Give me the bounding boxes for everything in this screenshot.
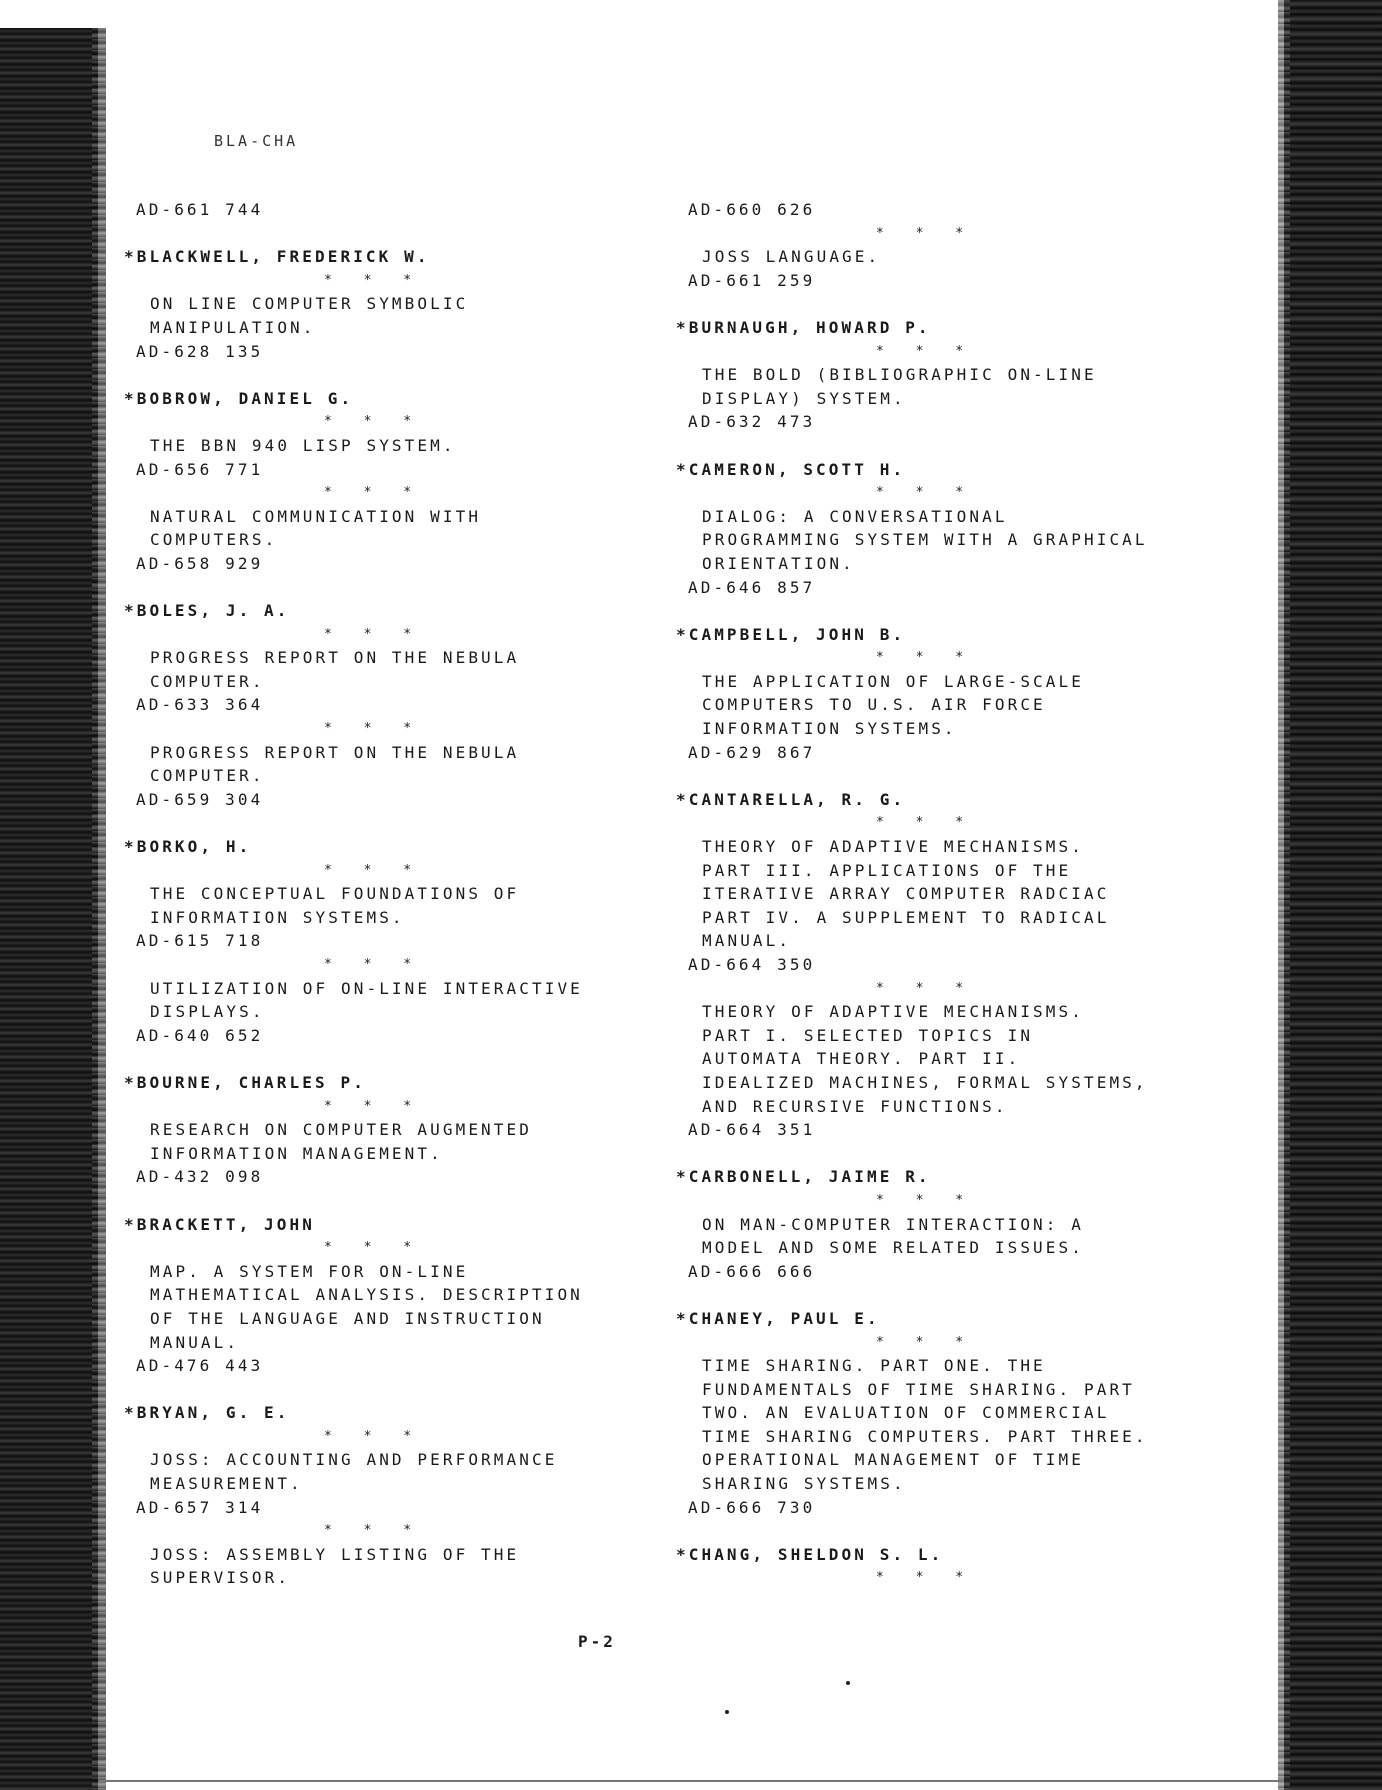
report-title: PART I. SELECTED TOPICS IN [702, 1025, 1034, 1045]
ad-number: AD-656 771 [136, 459, 264, 479]
author-name: *BLACKWELL, FREDERICK W. [124, 247, 430, 267]
scan-bottom-edge [98, 1780, 1284, 1782]
speck-mark [725, 1710, 729, 1714]
report-title: PROGRESS REPORT ON THE NEBULA [150, 742, 520, 762]
entry-separator: * * * [876, 650, 976, 666]
scan-border-right [1284, 0, 1382, 1790]
report-title: ON MAN-COMPUTER INTERACTION: A [702, 1214, 1084, 1234]
ad-number: AD-666 730 [688, 1497, 816, 1517]
entry-separator: * * * [876, 1570, 976, 1586]
author-name: *BURNAUGH, HOWARD P. [676, 317, 931, 337]
report-title: DISPLAY) SYSTEM. [702, 388, 906, 408]
entry-separator: * * * [324, 485, 424, 501]
entry-separator: * * * [876, 815, 976, 831]
report-title: THE CONCEPTUAL FOUNDATIONS OF [150, 884, 520, 904]
blank-line [124, 1378, 684, 1402]
report-title: COMPUTERS. [150, 530, 278, 550]
ad-number: AD-632 473 [688, 412, 816, 432]
author-name: *CAMERON, SCOTT H. [676, 459, 906, 479]
ad-number: AD-633 364 [136, 695, 264, 715]
author-name: *CARBONELL, JAIME R. [676, 1167, 931, 1187]
ad-number: AD-664 351 [688, 1120, 816, 1140]
ad-number: AD-661 259 [688, 270, 816, 290]
ad-number: AD-646 857 [688, 577, 816, 597]
report-title: COMPUTER. [150, 766, 265, 786]
report-title: RESEARCH ON COMPUTER AUGMENTED [150, 1120, 532, 1140]
author-name: *BOBROW, DANIEL G. [124, 388, 354, 408]
blank-line [676, 1283, 1236, 1307]
report-title: INFORMATION SYSTEMS. [702, 719, 957, 739]
ad-number: AD-629 867 [688, 742, 816, 762]
blank-line [124, 1189, 684, 1213]
blank-line [124, 363, 684, 387]
right-column [676, 198, 1236, 1590]
report-title: DISPLAYS. [150, 1002, 265, 1022]
report-title: DIALOG: A CONVERSATIONAL [702, 506, 1008, 526]
report-title: PART IV. A SUPPLEMENT TO RADICAL [702, 907, 1110, 927]
report-title: THEORY OF ADAPTIVE MECHANISMS. [702, 1002, 1084, 1022]
ad-number: AD-615 718 [136, 931, 264, 951]
entry-separator: * * * [324, 414, 424, 430]
blank-line [676, 1142, 1236, 1166]
blank-line [676, 1519, 1236, 1543]
entry-separator: * * * [324, 721, 424, 737]
blank-line [124, 811, 684, 835]
blank-line [676, 764, 1236, 788]
report-title: ITERATIVE ARRAY COMPUTER RADCIAC [702, 884, 1110, 904]
report-title: THE APPLICATION OF LARGE-SCALE [702, 671, 1084, 691]
blank-line [124, 576, 684, 600]
report-title: MATHEMATICAL ANALYSIS. DESCRIPTION [150, 1285, 583, 1305]
report-title: COMPUTERS TO U.S. AIR FORCE [702, 695, 1046, 715]
blank-line [124, 222, 684, 246]
ad-number: AD-657 314 [136, 1497, 264, 1517]
entry-separator: * * * [324, 1098, 424, 1114]
report-title: PROGRESS REPORT ON THE NEBULA [150, 648, 520, 668]
report-title: ORIENTATION. [702, 553, 855, 573]
report-title: MODEL AND SOME RELATED ISSUES. [702, 1238, 1084, 1258]
report-title: AUTOMATA THEORY. PART II. [702, 1049, 1021, 1069]
entry-separator: * * * [876, 485, 976, 501]
ad-number: AD-628 135 [136, 341, 264, 361]
ad-number: AD-476 443 [136, 1356, 264, 1376]
page-header: BLA-CHA [214, 132, 299, 150]
ad-number: AD-432 098 [136, 1167, 264, 1187]
blank-line [676, 434, 1236, 458]
report-title: NATURAL COMMUNICATION WITH [150, 506, 482, 526]
author-name: *CHANG, SHELDON S. L. [676, 1544, 944, 1564]
report-title: TWO. AN EVALUATION OF COMMERCIAL [702, 1403, 1110, 1423]
entry-separator: * * * [324, 957, 424, 972]
report-title: FUNDAMENTALS OF TIME SHARING. PART [702, 1379, 1135, 1399]
page-number: P-2 [578, 1632, 616, 1651]
blank-line [676, 599, 1236, 623]
ad-number: AD-661 744 [136, 200, 264, 219]
report-title: THEORY OF ADAPTIVE MECHANISMS. [702, 837, 1084, 857]
entry-separator: * * * [324, 626, 424, 642]
report-title: MAP. A SYSTEM FOR ON-LINE [150, 1261, 469, 1281]
author-name: *CHANEY, PAUL E. [676, 1308, 880, 1328]
entry-separator: * * * [876, 225, 976, 241]
report-title: JOSS: ACCOUNTING AND PERFORMANCE [150, 1450, 558, 1470]
report-title: OF THE LANGUAGE AND INSTRUCTION [150, 1308, 545, 1328]
author-name: *CANTARELLA, R. G. [676, 789, 906, 809]
author-name: *BRACKETT, JOHN [124, 1214, 315, 1234]
report-title: JOSS: ASSEMBLY LISTING OF THE [150, 1544, 520, 1564]
entry-separator: * * * [324, 862, 424, 878]
report-title: IDEALIZED MACHINES, FORMAL SYSTEMS, [702, 1072, 1148, 1092]
entry-separator: * * * [876, 1192, 976, 1208]
blank-line [676, 292, 1236, 316]
entry-separator: * * * [324, 1240, 424, 1256]
report-title: SHARING SYSTEMS. [702, 1474, 906, 1494]
report-title: INFORMATION MANAGEMENT. [150, 1143, 443, 1163]
ad-number: AD-666 666 [688, 1261, 816, 1281]
ad-number: AD-659 304 [136, 789, 264, 809]
blank-line [124, 1047, 684, 1071]
scan-border-left [0, 28, 98, 1790]
author-name: *BRYAN, G. E. [124, 1403, 290, 1423]
report-title: MANUAL. [150, 1332, 240, 1352]
report-title: AND RECURSIVE FUNCTIONS. [702, 1096, 1008, 1116]
left-column [124, 198, 684, 1590]
report-title: THE BBN 940 LISP SYSTEM. [150, 435, 456, 455]
entry-separator: * * * [876, 980, 976, 996]
report-title: JOSS LANGUAGE. [702, 247, 881, 267]
entry-separator: * * * [324, 1428, 424, 1444]
report-title: PROGRAMMING SYSTEM WITH A GRAPHICAL [702, 530, 1148, 550]
author-name: *BORKO, H. [124, 837, 252, 857]
report-title: PART III. APPLICATIONS OF THE [702, 860, 1072, 880]
report-title: THE BOLD (BIBLIOGRAPHIC ON-LINE [702, 365, 1097, 385]
report-title: TIME SHARING COMPUTERS. PART THREE. [702, 1426, 1148, 1446]
report-title: TIME SHARING. PART ONE. THE [702, 1356, 1046, 1376]
ad-number: AD-660 626 [688, 200, 816, 219]
entry-separator: * * * [324, 1523, 424, 1539]
ad-number: AD-658 929 [136, 553, 264, 573]
report-title: UTILIZATION OF ON-LINE INTERACTIVE [150, 978, 583, 998]
author-name: *CAMPBELL, JOHN B. [676, 624, 906, 644]
report-title: COMPUTER. [150, 671, 265, 691]
report-title: MANIPULATION. [150, 317, 316, 337]
ad-number: AD-640 652 [136, 1025, 264, 1045]
speck-mark [846, 1681, 850, 1685]
report-title: ON LINE COMPUTER SYMBOLIC [150, 294, 469, 314]
report-title: MEASUREMENT. [150, 1474, 303, 1494]
entry-separator: * * * [876, 1334, 976, 1350]
author-name: *BOURNE, CHARLES P. [124, 1072, 366, 1092]
author-name: *BOLES, J. A. [124, 601, 290, 621]
ad-number: AD-664 350 [688, 955, 816, 974]
report-title: SUPERVISOR. [150, 1568, 291, 1588]
report-title: MANUAL. [702, 931, 792, 951]
entry-separator: * * * [324, 272, 424, 288]
report-title: INFORMATION SYSTEMS. [150, 907, 405, 927]
report-title: OPERATIONAL MANAGEMENT OF TIME [702, 1450, 1084, 1470]
entry-separator: * * * [876, 343, 976, 359]
